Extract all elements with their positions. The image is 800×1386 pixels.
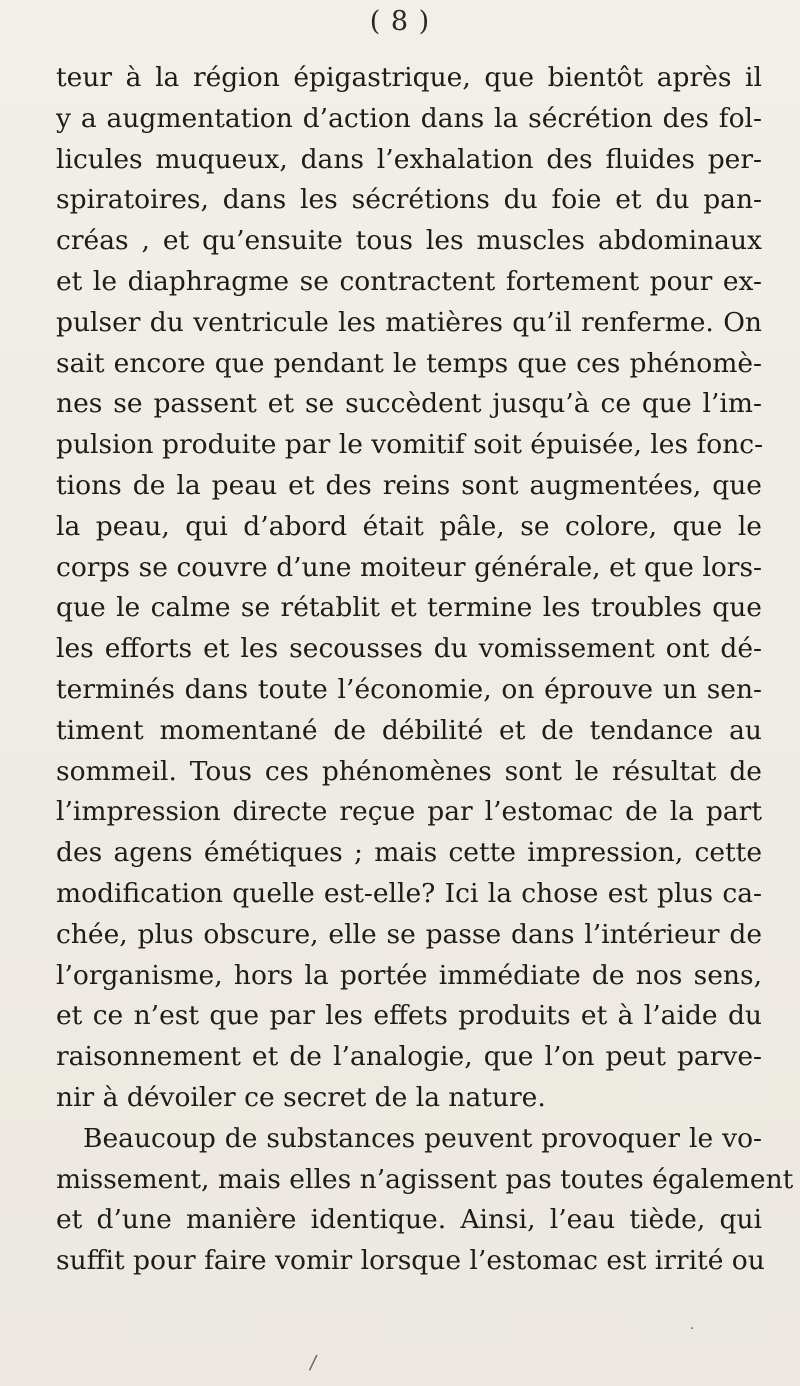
text-line: que le calme se rétablit et termine les troubles que: [56, 592, 762, 624]
text-line: y a augmentation d’action dans la sécrétion des fol-: [56, 102, 762, 134]
text-line: terminés dans toute l’économie, on éprouve un sen-: [56, 673, 762, 705]
text-line: nes se passent et se succèdent jusqu’à ce que l’im-: [56, 388, 762, 420]
text-line: sait encore que pendant le temps que ces phénomè-: [56, 347, 762, 379]
text-line: Beaucoup de substances peuvent provoquer le vo-: [83, 1122, 762, 1154]
paragraph-2: [56, 1119, 794, 1282]
text-line: teur à la région épigastrique, que bientôt après il: [56, 62, 762, 93]
body-text: [56, 58, 794, 1282]
text-line: licules muqueux, dans l’exhalation des fluides per-: [56, 143, 762, 175]
text-line: et le diaphragme se contractent fortement pour ex-: [56, 265, 762, 297]
text-line: et ce n’est que par les effets produits et à l’aide du: [56, 1000, 762, 1032]
text-line: l’organisme, hors la portée immédiate de nos sens,: [56, 959, 762, 991]
text-line: corps se couvre d’une moiteur générale, et que lors-: [56, 551, 762, 583]
paragraph-1: [56, 58, 762, 1119]
text-line: créas , et qu’ensuite tous les muscles abdominaux: [56, 225, 762, 257]
text-line: modification quelle est-elle? Ici la chose est plus ca-: [56, 877, 762, 909]
ink-mark: /: [308, 1349, 319, 1375]
text-line: les efforts et les secousses du vomissement ont dé-: [56, 633, 762, 665]
text-line: raisonnement et de l’analogie, que l’on peut parve-: [56, 1041, 762, 1073]
text-line: pulser du ventricule les matières qu’il renferme. On: [56, 306, 762, 338]
text-line: et d’une manière identique. Ainsi, l’eau tiède, qui: [56, 1204, 762, 1236]
text-line: spiratoires, dans les sécrétions du foie et du pan-: [56, 184, 762, 216]
text-line: des agens émétiques ; mais cette impression, cette: [56, 837, 762, 869]
text-line: tions de la peau et des reins sont augmentées, que: [56, 469, 762, 501]
ink-speck: ·: [690, 1321, 695, 1337]
text-line: sommeil. Tous ces phénomènes sont le résultat de: [56, 755, 762, 787]
text-line: l’impression directe reçue par l’estomac de la part: [56, 796, 762, 828]
page-number: ( 8 ): [369, 6, 431, 37]
text-line: pulsion produite par le vomitif soit épuisée, les fonc-: [56, 429, 764, 461]
text-line: timent momentané de débilité et de tendance au: [56, 714, 762, 746]
text-line: la peau, qui d’abord était pâle, se colore, que le: [56, 510, 762, 542]
text-line: missement, mais elles n’agissent pas toutes également: [56, 1163, 794, 1195]
text-line: chée, plus obscure, elle se passe dans l’intérieur de: [56, 918, 762, 950]
text-line: nir à dévoiler ce secret de la nature.: [56, 1081, 546, 1113]
text-line: suffit pour faire vomir lorsque l’estomac est irrité ou: [56, 1245, 765, 1277]
